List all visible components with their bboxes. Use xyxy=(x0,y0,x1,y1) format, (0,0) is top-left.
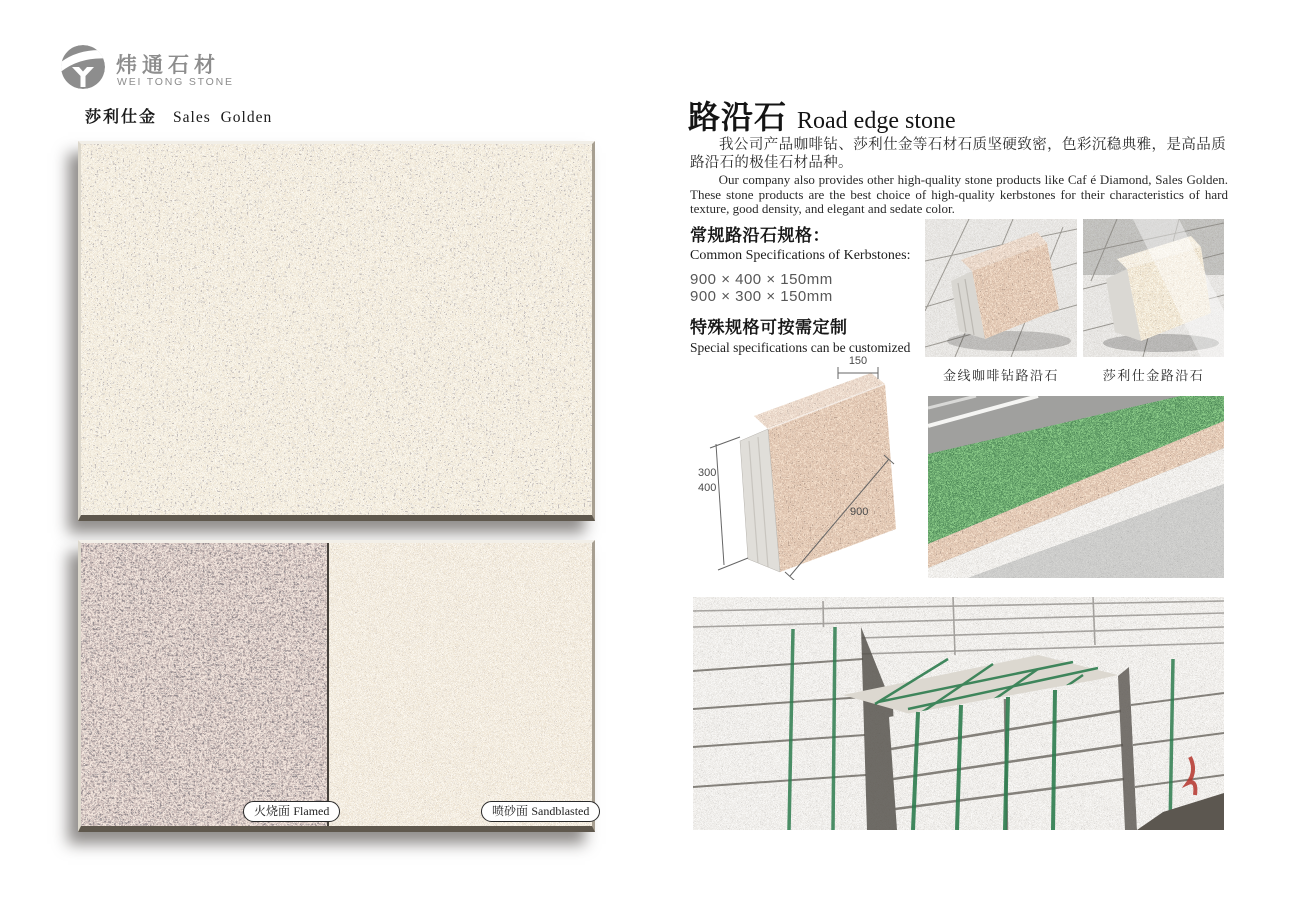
page-title xyxy=(688,92,956,138)
company-logo xyxy=(60,44,300,96)
kerbstone-photo-sales-golden xyxy=(1083,219,1224,357)
finish-label-sandblasted-cn: 喷砂面 xyxy=(492,804,529,818)
dim-label-height-300: 300 xyxy=(698,467,717,479)
photo-caption-sales-golden: 莎利仕金路沿石 xyxy=(1102,368,1205,383)
logo-company-name-cn: 炜通石材 xyxy=(116,54,220,77)
intro-paragraph-en: Our company also provides other high-quality stone products like Caf é Diamond, Sales Golden. These stone products are the best choice of high-quality kerbstones for their characteristics of hard texture, good density, and elegant and sedate color. xyxy=(690,172,1228,216)
polished-granite-texture xyxy=(81,144,592,515)
installed-kerbstone-photo xyxy=(928,396,1224,578)
left-stack xyxy=(693,625,867,830)
kerbstone-photo-coffee-diamond xyxy=(925,219,1077,357)
granite-sample-finishes xyxy=(78,540,595,832)
intro-paragraph-cn: 我公司产品咖啡钻、莎利仕金等石材石质坚硬致密，色彩沉稳典雅，是高品质路沿石的极佳石材品种。 xyxy=(690,137,1226,171)
stone-shadow xyxy=(947,331,1071,351)
spec-custom-heading-cn: 特殊规格可按需定制 xyxy=(690,318,848,337)
granite-sample-polished xyxy=(78,141,595,521)
spec-heading-en: Common Specifications of Kerbstones: xyxy=(690,248,911,263)
product-title xyxy=(85,104,272,127)
page-title-en: Road edge stone xyxy=(797,108,956,134)
dim-label-length: 900 xyxy=(850,506,869,518)
finish-divider-line xyxy=(327,543,329,826)
kerbstone-stacks-photo xyxy=(693,597,1224,830)
specifications-block xyxy=(690,221,940,356)
finish-label-sandblasted-en: Sandblasted xyxy=(531,804,590,818)
dim-label-top-width: 150 xyxy=(848,355,868,367)
finish-label-flamed-en: Flamed xyxy=(293,804,330,818)
product-title-en: Sales Golden xyxy=(173,109,273,126)
photo-caption-coffee-diamond: 金线咖啡钻路沿石 xyxy=(942,368,1059,383)
page-title-cn: 路沿石 xyxy=(688,99,788,135)
dim-label-height-400: 400 xyxy=(698,482,717,494)
spec-size-1: 900 × 400 × 150mm xyxy=(690,271,833,288)
spec-size-2: 900 × 300 × 150mm xyxy=(690,288,833,305)
finish-label-flamed-cn: 火烧面 xyxy=(254,804,291,818)
flamed-granite-texture xyxy=(81,543,330,826)
finish-label-sandblasted xyxy=(481,801,600,822)
logo-icon xyxy=(60,44,106,90)
spec-custom-heading-en: Special specifications can be customized xyxy=(690,340,911,355)
logo-company-name-en: WEI TONG STONE xyxy=(117,76,234,88)
sandblasted-granite-texture xyxy=(327,543,592,826)
product-title-cn: 莎利仕金 xyxy=(85,109,158,126)
finish-label-flamed xyxy=(243,801,340,822)
kerbstone-dimension-diagram xyxy=(690,345,905,580)
spec-heading-cn: 常规路沿石规格： xyxy=(690,226,830,245)
